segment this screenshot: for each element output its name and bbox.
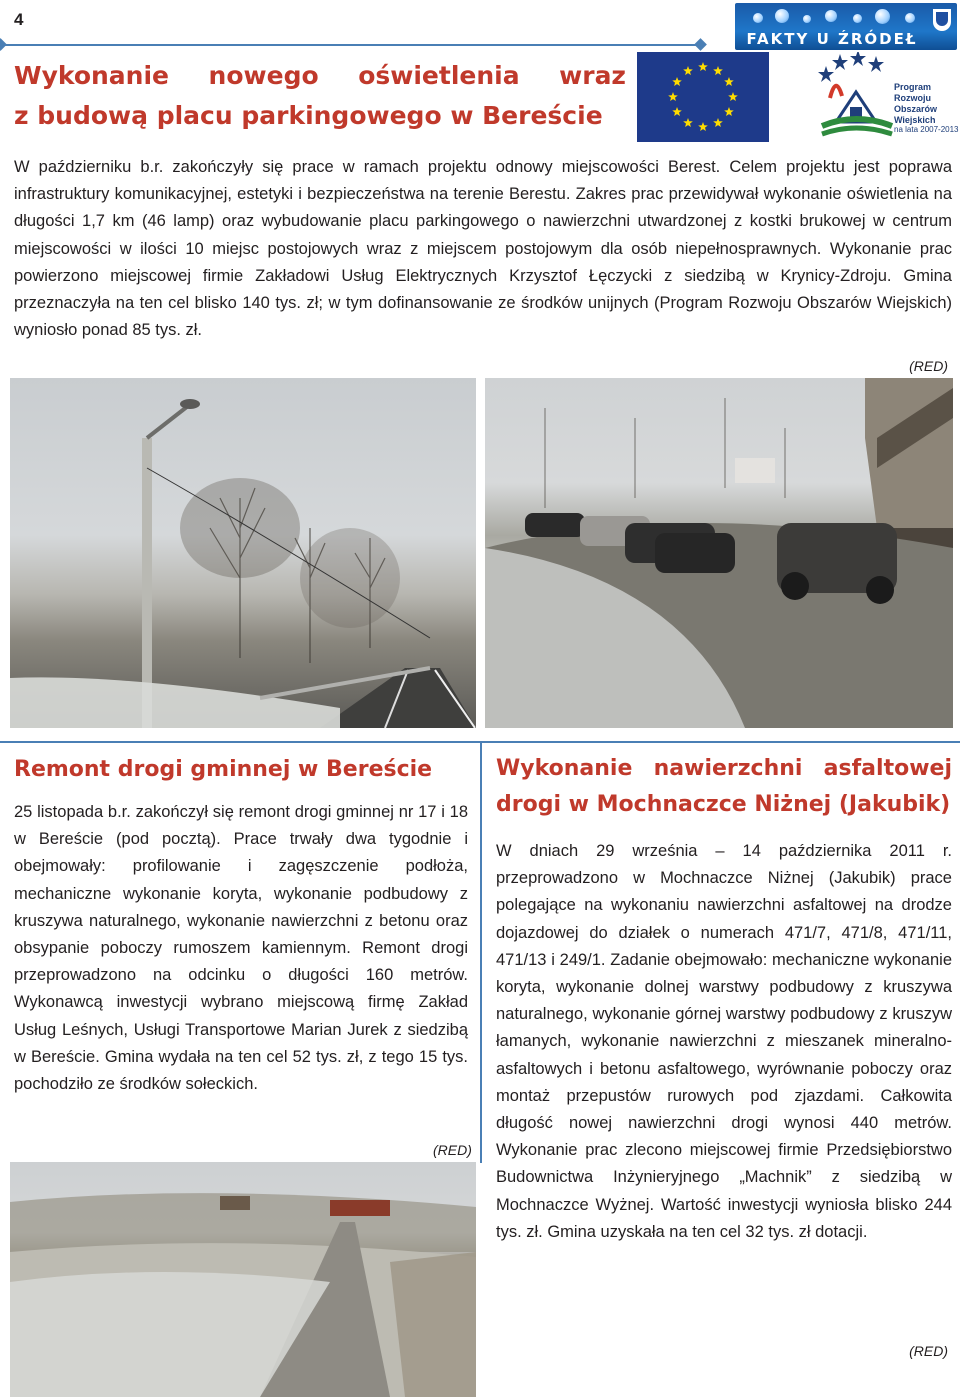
- photo-street-lamp-road: [10, 378, 476, 728]
- eu-star-icon: [728, 92, 738, 101]
- eu-star-icon: [698, 122, 708, 131]
- prow-emblem-icon: [816, 52, 896, 140]
- column-divider: [480, 743, 482, 1163]
- eu-star-icon: [698, 62, 708, 71]
- water-drops-icon: [745, 7, 923, 27]
- prow-logo: [816, 52, 960, 140]
- top-rule: [0, 44, 700, 46]
- eu-star-icon: [683, 118, 693, 127]
- eu-star-icon: [724, 107, 734, 116]
- eu-flag-icon: [637, 52, 769, 142]
- article-1-title: Wykonanie nowego oświetlenia wraz z budową placu parkingowego w Bereście: [14, 61, 626, 130]
- eu-star-icon: [724, 77, 734, 86]
- article-2-title: Remont drogi gminnej w Bereście: [14, 757, 433, 782]
- rule-diamond-left: [0, 38, 7, 51]
- article-2-signature: (RED): [433, 1142, 472, 1158]
- eu-star-icon: [683, 66, 693, 75]
- article-3-body: W dniach 29 września – 14 października 2011 r. przeprowadzono w Mochnaczce Niżnej (Jakubik) prace polegające na wykonaniu nawierzchni asfaltowej na drodze dojazdowej do działek o numerach 471/7, 471/8, 471/11, 471/13 i 249/1. Zadanie obejmowało: mechaniczne wykonanie koryta, wykonanie dolnej warstwy podbudowy z kruszywa naturalnego, wykonanie górnej warstwy podbudowy z kruszyw łamanych, wykonanie nawierzchni z mieszanek mineralno-asfaltowych i betonu asfaltowego, wyrównanie poboczy oraz montaż przepustów rurowych pod zjazdami. Całkowita długość nowej nawierzchni drogi wynosi 440 metrów. Wykonanie prac zlecono miejscowej firmie Przedsiębiorstwo Budownictwa Inżynieryjnego „Machnik” z siedzibą w Mochnaczce Wyżnej. Wartość inwestycji wyniosła blisko 244 tys. zł. Gmina uzyskała na ten cel 32 tys. zł dotacji.: [496, 842, 952, 1241]
- eu-star-icon: [672, 77, 682, 86]
- eu-star-icon: [713, 118, 723, 127]
- photo-village-road: [10, 1162, 476, 1397]
- prow-logo-years: na lata 2007-2013: [894, 125, 959, 134]
- photo-parking-lot: [485, 378, 953, 728]
- article-1-body: W październiku b.r. zakończyły się prace w ramach projektu odnowy miejscowości Berest. Celem projektu jest poprawa infrastruktury komunikacyjnej, estetyki i bezpieczeństwa na terenie Berestu. Zakres prac przewidywał wykonanie oświetlenia na długości 1,7 km (46 lamp) oraz wybudowanie placu parkingowego o nawierzchni utwardzonej z kostki brukowej w centrum miejscowości w ilości 10 miejsc postojowych wraz z miejscem postojowym dla osób niepełnosprawnych. Wykonanie prac powierzono miejscowej firmie Zakładowi Usług Elektrycznych Krzysztof Łęczycki z siedzibą w Krynicy-Zdroju. Gmina przeznaczyła na ten cel blisko 140 tys. zł; w tym dofinansowanie ze środków unijnych (Program Rozwoju Obszarów Wiejskich) wyniosło ponad 85 tys. zł.: [14, 158, 952, 340]
- article-3-signature: (RED): [909, 1343, 948, 1359]
- eu-star-icon: [672, 107, 682, 116]
- logo-text: FAKTY U ŹRÓDEŁ: [746, 30, 918, 48]
- eu-star-icon: [668, 92, 678, 101]
- eu-star-icon: [713, 66, 723, 75]
- page-number: 4: [14, 10, 24, 29]
- article-2-body: 25 listopada b.r. zakończył się remont drogi gminnej nr 17 i 18 w Bereście (pod pocztą). Prace trwały dwa tygodnie i obejmowały: profilowanie i zagęszczenie podłoża, mechaniczne wykonanie koryta, wykonanie podbudowy z kruszywa naturalnego, wykonanie nawierzchni z betonu oraz obsypanie poboczy rumoszem kamiennym. Remont drogi przeprowadzono na odcinku o długości 160 metrów. Wykonawcą inwestycji wybrano miejscową firmę Zakład Usług Leśnych, Usługi Transportowe Marian Jurek z siedzibą w Bereście. Gmina wydała na ten cel 52 tys. zł, z tego 15 tys. pochodziło ze środków sołeckich.: [14, 803, 468, 1094]
- coat-of-arms-icon: [933, 9, 951, 31]
- prow-logo-text: Program Rozwoju Obszarów Wiejskich: [894, 82, 938, 125]
- fakty-u-zrodel-logo: [735, 3, 957, 50]
- article-3-title: Wykonanie nawierzchni asfaltowej drogi w Mochnaczce Niżnej (Jakubik): [496, 756, 952, 817]
- rule-diamond-right: [694, 38, 707, 51]
- article-1-signature: (RED): [909, 358, 948, 374]
